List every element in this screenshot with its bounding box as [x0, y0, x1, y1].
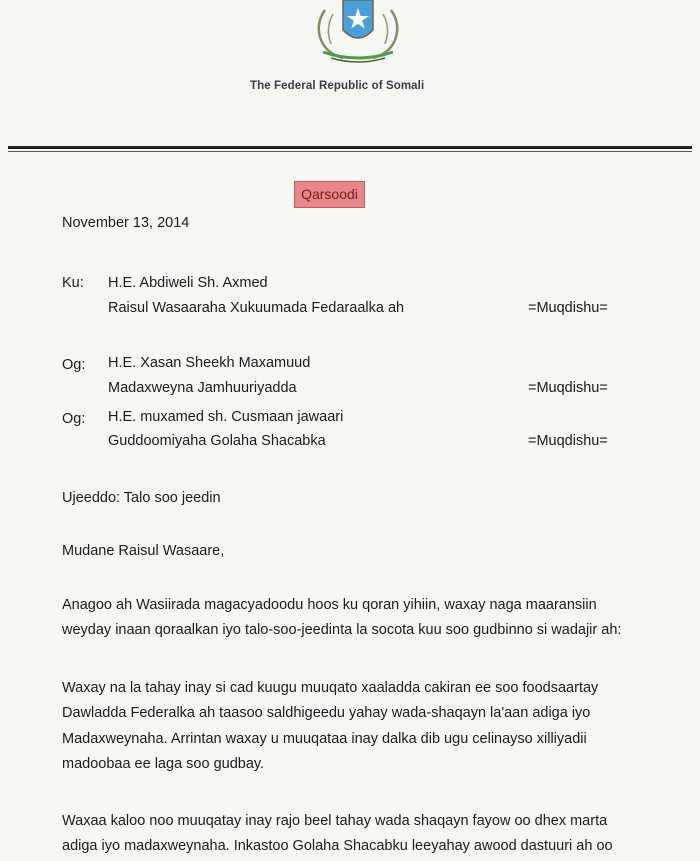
paragraph-line: adiga iyo madaxweynaha. Inkastoo Golaha Shacabku leeyahay awood dastuuri ah oo — [62, 838, 613, 854]
recipient-title: Madaxweyna Jamhuuriyadda — [108, 380, 297, 396]
recipient-city: =Muqdishu= — [528, 300, 608, 316]
coat-of-arms-emblem — [303, 0, 413, 66]
recipient-prefix: Ku: — [62, 275, 84, 291]
paragraph-line: Anagoo ah Wasiirada magacyadoodu hoos ku qoran yihiin, waxay naga maaransiin — [62, 597, 597, 613]
recipient-title: Raisul Wasaaraha Xukuumada Fedaraalka ah — [108, 300, 405, 316]
header-divider — [8, 146, 692, 149]
recipient-prefix: Og: — [62, 411, 86, 427]
paragraph-line: Waxay na la tahay inay si cad kuugu muuqato xaaladda cakiran ee soo foodsaartay — [62, 680, 599, 696]
subject-line: Ujeeddo: Talo soo jeedin — [62, 490, 221, 506]
salutation: Mudane Raisul Wasaare, — [62, 543, 225, 559]
republic-title: The Federal Republic of Somali — [250, 80, 425, 92]
recipient-name: H.E. muxamed sh. Cusmaan jawaari — [108, 409, 344, 425]
recipient-prefix: Og: — [62, 357, 86, 373]
recipient-title: Guddoomiyaha Golaha Shacabka — [108, 433, 326, 449]
header-divider-thin — [8, 151, 692, 152]
recipient-city: =Muqdishu= — [528, 380, 608, 396]
recipient-city: =Muqdishu= — [528, 433, 608, 449]
recipient-name: H.E. Xasan Sheekh Maxamuud — [108, 355, 311, 371]
paragraph-line: Madaxweynaha. Arrintan waxay u muuqataa inay dalka dib ugu celinayso xilliyadii — [62, 731, 587, 747]
paragraph-line: weyday inaan qoraalkan iyo talo-soo-jeedinta la socota kuu soo gudbinno si wadajir ah: — [62, 622, 622, 638]
confidential-stamp: Qarsoodi — [294, 181, 365, 208]
letter-date: November 13, 2014 — [62, 215, 190, 231]
paragraph-line: Waxaa kaloo noo muuqatay inay rajo beel tahay wada shaqayn fayow oo dhex marta — [62, 813, 608, 829]
recipient-name: H.E. Abdiweli Sh. Axmed — [108, 275, 268, 291]
paragraph-line: Dawladda Federalka ah taasoo saldhigeedu yahay wada-shaqayn la'aan adiga iyo — [62, 705, 591, 721]
paragraph-line: madoobaa ee laga soo gudbay. — [62, 756, 265, 772]
